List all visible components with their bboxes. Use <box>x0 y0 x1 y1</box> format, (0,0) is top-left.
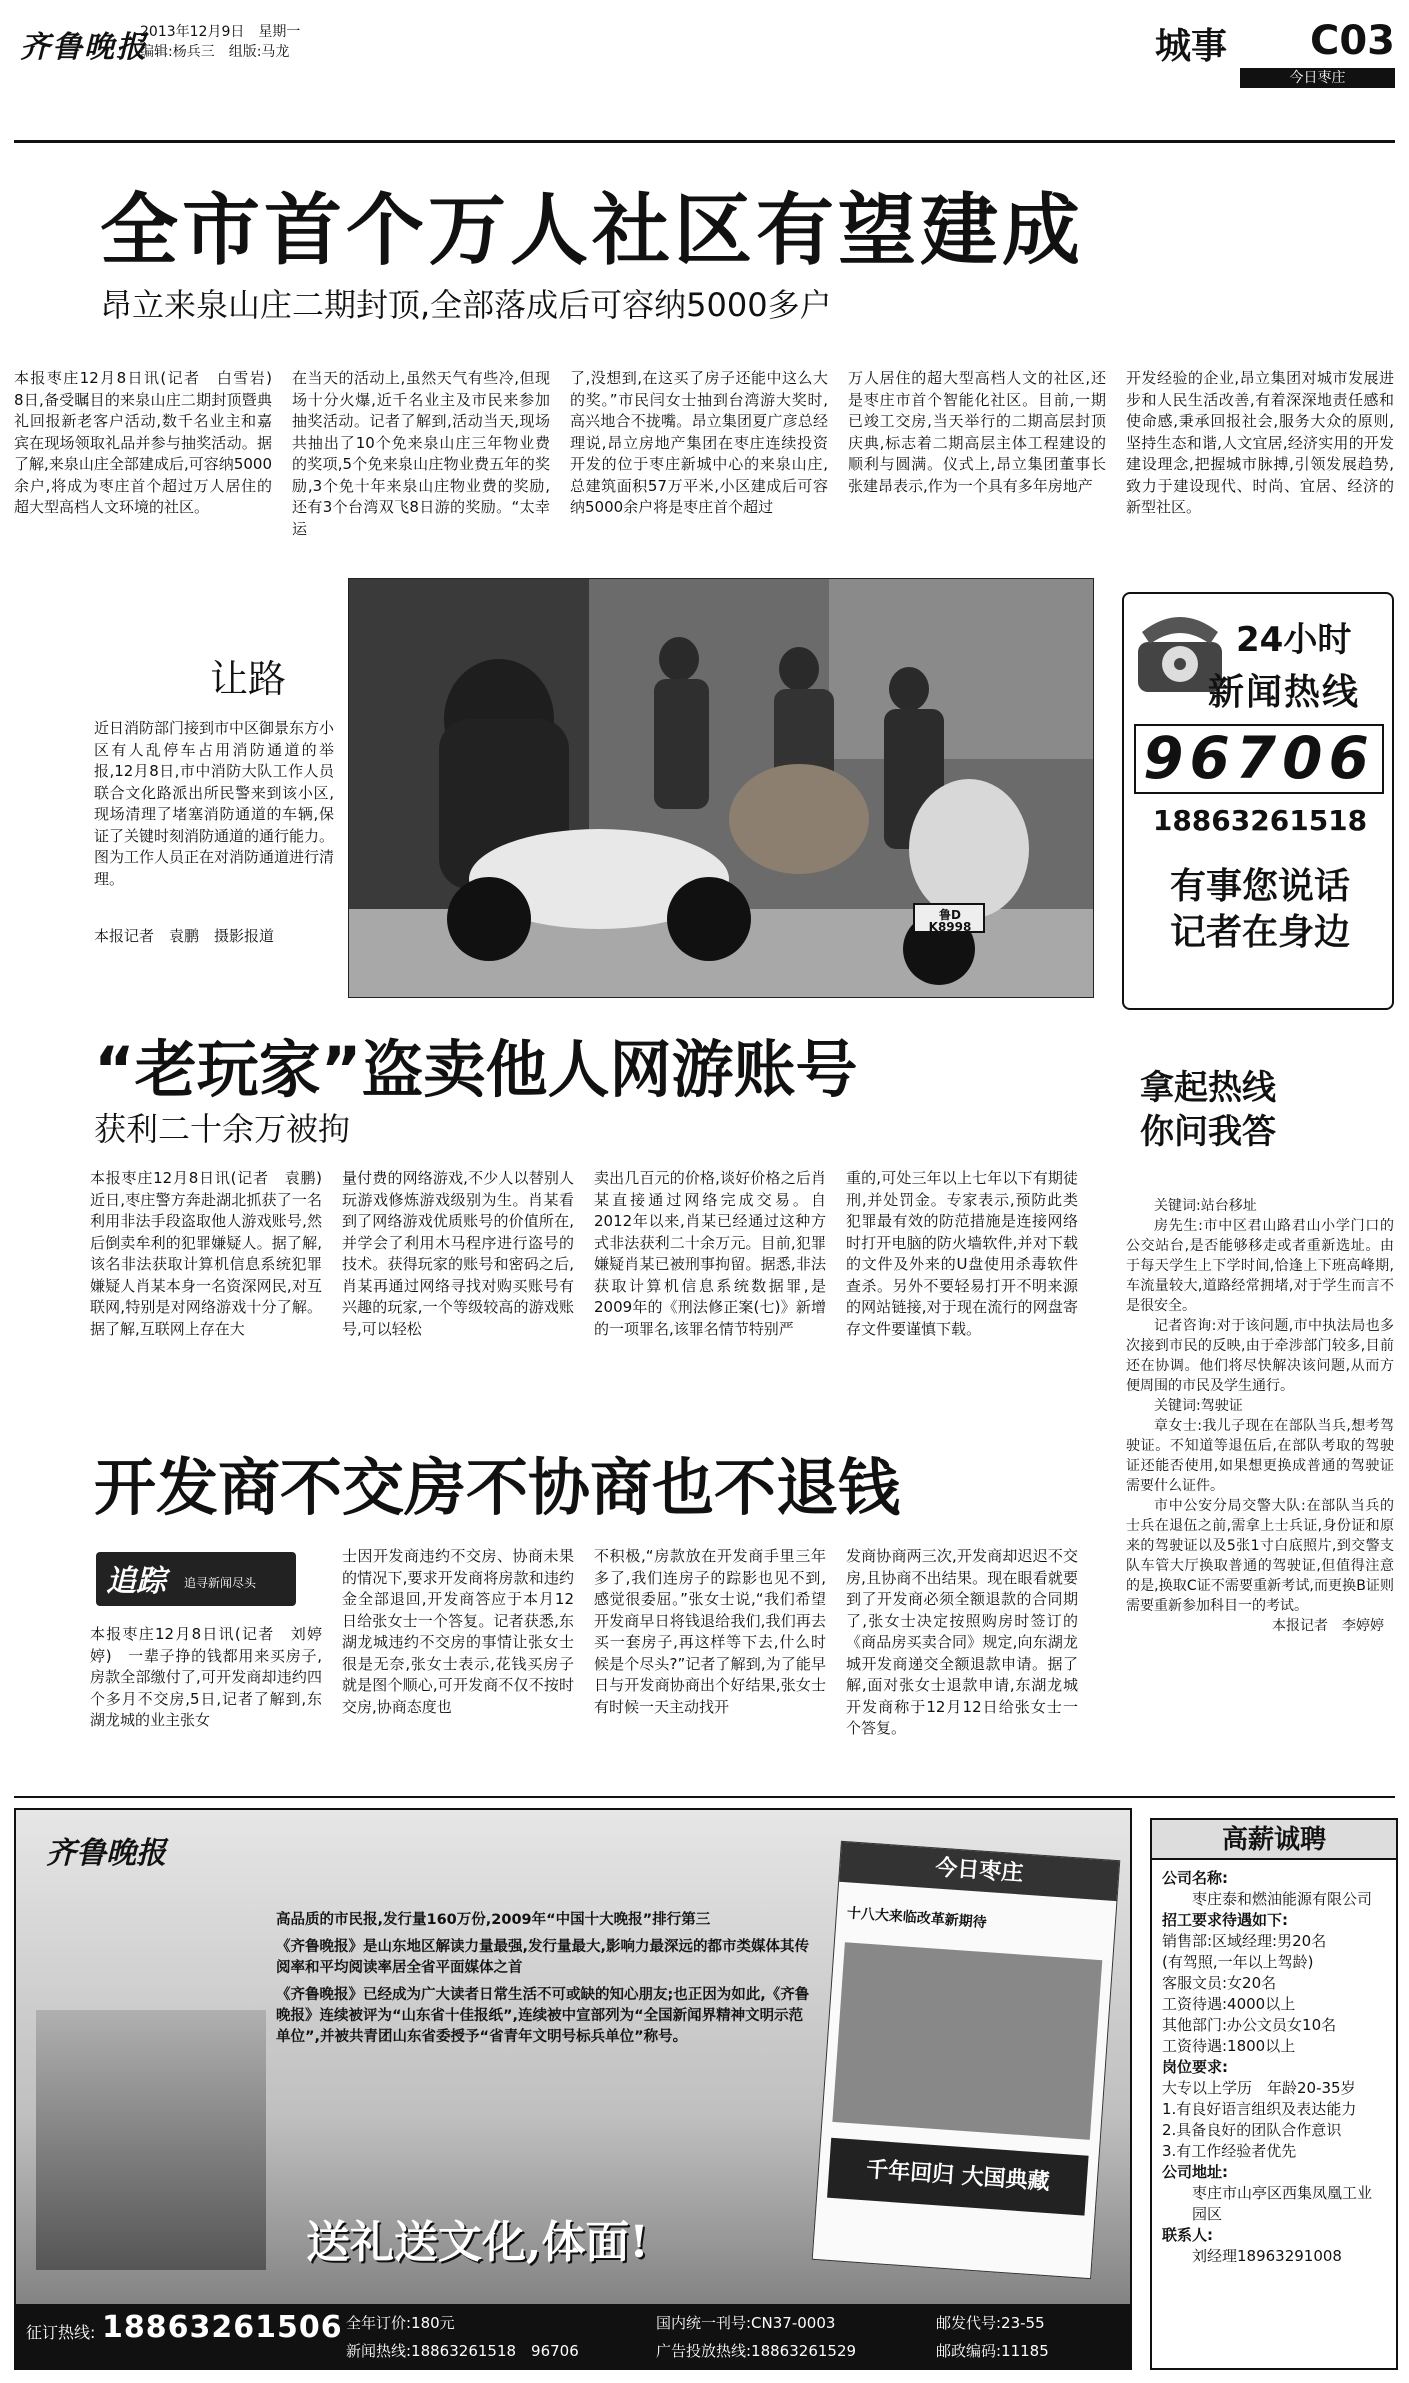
recruit-line: 公司地址: <box>1162 2163 1228 2181</box>
cn-code: 国内统一刊号:CN37-0003 <box>656 2314 836 2332</box>
story3-col-3: 不积极,“房款放在开发商手里三年多了,我们连房子的踪影也见不到,感觉很委屈。”张女士说,“我们希望开发商早日将钱退给我们,我们再去买一套房子,再这样等下去,什么时候是个尽头?”记者了解到,为了能早日与开发商协商出个好结果,张女士有时候一天主动找开 <box>594 1547 826 1716</box>
photo-story-title: 让路 <box>210 657 287 701</box>
story2-col-4: 重的,可处三年以上七年以下有期徒刑,并处罚金。专家表示,预防此类犯罪最有效的防范措施是连接网络时打开电脑的防火墙软件,并对下载的文件及外来的U盘使用杀毒软件查杀。另外不要轻易打开不明来源的网站链接,对于现在流行的网盘寄存文件要谨慎下载。 <box>846 1169 1078 1338</box>
story1-col-3: 了,没想到,在这买了房子还能中这么大的奖。”市民闫女士抽到台湾游大奖时,高兴地合不拢嘴。昂立集团夏广彦总经理说,昂立房地产集团在枣庄连续投资开发的位于枣庄新城中心的来泉山庄,总建筑面积57万平米,小区建成后可容纳5000余户将是枣庄首个超过 <box>570 369 828 516</box>
license-plate: 鲁D K8998 <box>928 908 972 934</box>
story1-subhead: 昂立来泉山庄二期封顶,全部落成后可容纳5000多户 <box>100 286 832 324</box>
recruit-line: 工资待遇:1800以上 <box>1162 2037 1296 2055</box>
recruit-title: 高薪诚聘 <box>1221 1825 1326 1855</box>
follow-up-logo-sub: 追寻新闻尽头 <box>184 1576 257 1590</box>
qa-item: 关键词:站台移址 <box>1154 1198 1257 1214</box>
stone-railing-image <box>36 2010 266 2270</box>
top-rule <box>14 140 1395 143</box>
hotline-number: 96706 <box>1134 724 1384 794</box>
story2-col-2: 量付费的网络游戏,不少人以替别人玩游戏修炼游戏级别为生。肖某看到了网络游戏优质账号的价值所在,并学会了利用木马程序进行盗号的技术。获得玩家的账号和密码之后,肖某再通过网络寻找对购买账号有兴趣的玩家,一个等级较高的游戏账号,可以轻松 <box>342 1169 574 1338</box>
qa-title-1: 拿起热线 <box>1140 1068 1276 1108</box>
recruit-line: 刘经理18963291008 <box>1192 2247 1342 2265</box>
page-number: C03 <box>1309 18 1395 64</box>
qa-item: 记者咨询:对于该问题,市中执法局也多次接到市民的反映,由于牵涉部门较多,目前还在协调。他们将尽快解决该问题,从而方便周围的市民及学生通行。 <box>1126 1318 1394 1394</box>
hotline-mobile: 18863261518 <box>1152 804 1368 837</box>
ad-bullets <box>276 1910 816 2048</box>
news-photo <box>348 578 1094 998</box>
masthead-meta <box>140 22 300 62</box>
hotline-slogan-1: 有事您说话 <box>1169 866 1350 907</box>
news-hotline: 新闻热线:18863261518 96706 <box>346 2342 579 2360</box>
ad-bullet: 高品质的市民报,发行量160万份,2009年“中国十大晚报”排行第三 <box>276 1912 711 1928</box>
section-header <box>1155 18 1395 86</box>
recruit-line: 枣庄市山亭区西集凤凰工业园区 <box>1192 2184 1373 2223</box>
paper-photo <box>832 1942 1102 2140</box>
story3-col-1: 本报枣庄12月8日讯(记者 刘婷婷) 一辈子挣的钱都用来买房子,房款全部缴付了,可开发商却违约四个多月不交房,5日,记者了解到,东湖龙城的业主张女 <box>90 1625 322 1729</box>
recruit-line: 公司名称: <box>1162 1869 1228 1887</box>
qa-item: 房先生:市中区君山路君山小学门口的公交站台,是否能够移走或者重新选址。由于每天学生上下学时间,恰逢上下班高峰期,车流量较大,道路经常拥堵,对于学生而言不是很安全。 <box>1126 1218 1394 1314</box>
hotline-slogan-2: 记者在身边 <box>1169 912 1350 953</box>
photo-caption: 近日消防部门接到市中区御景东方小区有人乱停车占用消防通道的举报,12月8日,市中消防大队工作人员联合文化路派出所民警来到该小区,现场清理了堵塞消防通道的车辆,保证了关键时刻消防通道的通行能力。图为工作人员正在对消防通道进行清理。 <box>94 719 335 888</box>
ad-slogan: 送礼送文化,体面! <box>306 2217 649 2268</box>
recruit-line: 客服文员:女20名 <box>1162 1974 1277 1992</box>
recruit-line: 工资待遇:4000以上 <box>1162 1995 1296 2013</box>
recruit-line: 招工要求待遇如下: <box>1162 1911 1288 1929</box>
section-name: 城事 <box>1155 26 1228 67</box>
qa-body <box>1126 1196 1394 1636</box>
photo-credit: 本报记者 袁鹏 摄影报道 <box>94 927 275 945</box>
newspaper-stack-image <box>812 1841 1121 2280</box>
story2-col-1: 本报枣庄12月8日讯(记者 袁鹏) 近日,枣庄警方奔赴湖北抓获了一名利用非法手段盗取他人游戏账号,然后倒卖牟利的犯罪嫌疑人。据了解,该名非法获取计算机信息系统犯罪嫌疑人肖某本身一名资深网民,对互联网,特别是对网络游戏十分了解。据了解,互联网上存在大 <box>90 1169 338 1338</box>
story3-headline: 开发商不交房不协商也不退钱 <box>94 1451 901 1524</box>
date-line: 2013年12月9日 星期一 <box>140 24 301 40</box>
editors-line: 编辑:杨兵三 组版:马龙 <box>140 44 290 60</box>
story3-col-4: 发商协商两三次,开发商却迟迟不交房,且协商不出结果。现在眼看就要到了开发商必须全额退款的合同期了,张女士决定按照购房时签订的《商品房买卖合同》规定,向东湖龙城开发商递交全额退款申请。据了解,面对张女士退款申请,东湖龙城开发商称于12月12日给张女士一个答复。 <box>846 1547 1078 1737</box>
recruit-line: 其他部门:办公文员女10名 <box>1162 2016 1337 2034</box>
hotline-title: 新闻热线 <box>1208 672 1361 713</box>
zip-code: 邮政编码:11185 <box>936 2342 1049 2360</box>
story1-headline: 全市首个万人社区有望建成 <box>100 186 1085 276</box>
recruit-line: 2.具备良好的团队合作意识 <box>1162 2121 1342 2139</box>
recruit-line: 岗位要求: <box>1162 2058 1228 2076</box>
recruit-line: 大专以上学历 年龄20-35岁 <box>1162 2079 1356 2097</box>
paper-title: 今日枣庄 <box>839 1842 1119 1901</box>
story1-col-5: 开发经验的企业,昂立集团对城市发展进步和人民生活改善,有着深深地责任感和使命感,秉承回报社会,服务大众的原则,坚持生态和谐,人文宜居,经济实用的开发建设理念,把握城市脉搏,引领发展趋势,致力于建设现代、时尚、宜居、经济的新型社区。 <box>1126 369 1394 516</box>
qa-title-2: 你问我答 <box>1140 1112 1276 1152</box>
ad-logo: 齐鲁晚报 <box>46 1836 166 1871</box>
recruit-line: 1.有良好语言组织及表达能力 <box>1162 2100 1357 2118</box>
follow-up-logo-text: 追踪 <box>106 1564 166 1599</box>
ad-bullet: 《齐鲁晚报》已经成为广大读者日常生活不可或缺的知心朋友;也正因为如此,《齐鲁晚报》连续被评为“山东省十佳报纸”,连续被中宣部列为“全国新闻界精神文明示范单位”,并被共青团山东省委授予“省青年文明号标兵单位”称号。 <box>276 1987 810 2045</box>
recruit-line: 3.有工作经验者优先 <box>1162 2142 1297 2160</box>
story2-col-3: 卖出几百元的价格,谈好价格之后肖某直接通过网络完成交易。自2012年以来,肖某已经通过这种方式非法获利二十余万元。目前,犯罪嫌疑肖某已被刑事拘留。据悉,非法获取计算机信息系统数据罪,是2009年的《刑法修正案(七)》新增的一项罪名,该罪名情节特别严 <box>594 1169 826 1338</box>
recruitment-box <box>1150 1818 1398 2370</box>
subscribe-hotline: 18863261506 <box>102 2310 343 2345</box>
newspaper-logo: 齐鲁晚报 <box>20 30 148 65</box>
paper-headline-2: 千年回归 大国典藏 <box>827 2138 1089 2216</box>
ad-hotline: 广告投放热线:18863261529 <box>656 2342 857 2360</box>
subscription-ad <box>14 1808 1132 2370</box>
section-subtitle: 今日枣庄 <box>1240 68 1395 88</box>
recruit-line: (有驾照,一年以上驾龄) <box>1162 1953 1314 1971</box>
ad-bullet: 《齐鲁晚报》是山东地区解读力量最强,发行量最大,影响力最深远的都市类媒体其传阅率和平均阅读率居全省平面媒体之首 <box>276 1939 810 1976</box>
story1-col-2: 在当天的活动上,虽然天气有些冷,但现场十分火爆,近千名业主及市民来参加抽奖活动。记者了解到,活动当天,现场共抽出了10个免来泉山庄三年物业费的奖项,5个免来泉山庄物业费五年的奖励,3个免十年来泉山庄物业费的奖励,还有3个台湾双飞8日游的奖励。“太幸运 <box>292 369 550 538</box>
recruit-body <box>1152 1860 1396 2275</box>
qa-byline: 本报记者 李婷婷 <box>1272 1618 1384 1634</box>
qa-item: 市中公安分局交警大队:在部队当兵的士兵在退伍之前,需拿上士兵证,身份证和原来的驾驶证以及5张1寸白底照片,到交警支队车管大厅换取普通的驾驶证,但值得注意的是,换取C证不需要重新考试,而更换B证则需要重新参加科目一的考试。 <box>1126 1498 1394 1614</box>
qa-item: 关键词:驾驶证 <box>1154 1398 1243 1414</box>
news-hotline-box <box>1122 592 1394 1010</box>
scene-illustration <box>349 579 1094 998</box>
subscribe-hotline-label: 征订热线: <box>26 2323 96 2342</box>
annual-price: 全年订价:180元 <box>346 2314 455 2332</box>
ad-divider <box>14 1796 1395 1798</box>
recruit-line: 销售部:区域经理:男20名 <box>1162 1932 1327 1950</box>
story3-col-2: 士因开发商违约不交房、协商未果的情况下,要求开发商将房款和违约金全部退回,开发商答应于本月12日给张女士一个答复。记者获悉,东湖龙城违约不交房的事情让张女士很是无奈,张女士表示,花钱买房子就是图个顺心,可开发商不仅不按时交房,协商态度也 <box>342 1547 574 1716</box>
story2-subhead: 获利二十余万被拘 <box>94 1110 351 1148</box>
recruit-line: 枣庄泰和燃油能源有限公司 <box>1192 1890 1373 1908</box>
ad-footer <box>16 2304 1130 2368</box>
story1-col-1: 本报枣庄12月8日讯(记者 白雪岩) 8日,备受瞩目的来泉山庄二期封顶暨典礼回报新老客户活动,数千名业主和嘉宾在现场领取礼品并参与抽奖活动。据了解,来泉山庄全部建成后,可容纳5000余户,将成为枣庄首个超过万人居住的超大型高档人文环境的社区。 <box>14 369 288 516</box>
story1-col-4: 万人居住的超大型高档人文的社区,还是枣庄市首个智能化社区。目前,一期已竣工交房,当天举行的二期高层封顶庆典,标志着二期高层主体工程建设的顺利与圆满。仪式上,昂立集团董事长张建昂表示,作为一个具有多年房地产 <box>848 369 1106 495</box>
qa-item: 章女士:我儿子现在在部队当兵,想考驾驶证。不知道等退伍后,在部队考取的驾驶证还能否使用,如果想更换成普通的驾驶证需要什么证件。 <box>1126 1418 1394 1494</box>
recruit-line: 联系人: <box>1162 2226 1213 2244</box>
follow-up-logo <box>96 1552 296 1606</box>
recruit-title-bar <box>1152 1820 1396 1860</box>
paper-headline-1: 十八大来临改革新期待 <box>846 1905 988 1932</box>
postal-code: 邮发代号:23-55 <box>936 2314 1045 2332</box>
hotline-label: 24小时 <box>1236 620 1352 660</box>
story2-headline: “老玩家”盗卖他人网游账号 <box>94 1033 858 1106</box>
